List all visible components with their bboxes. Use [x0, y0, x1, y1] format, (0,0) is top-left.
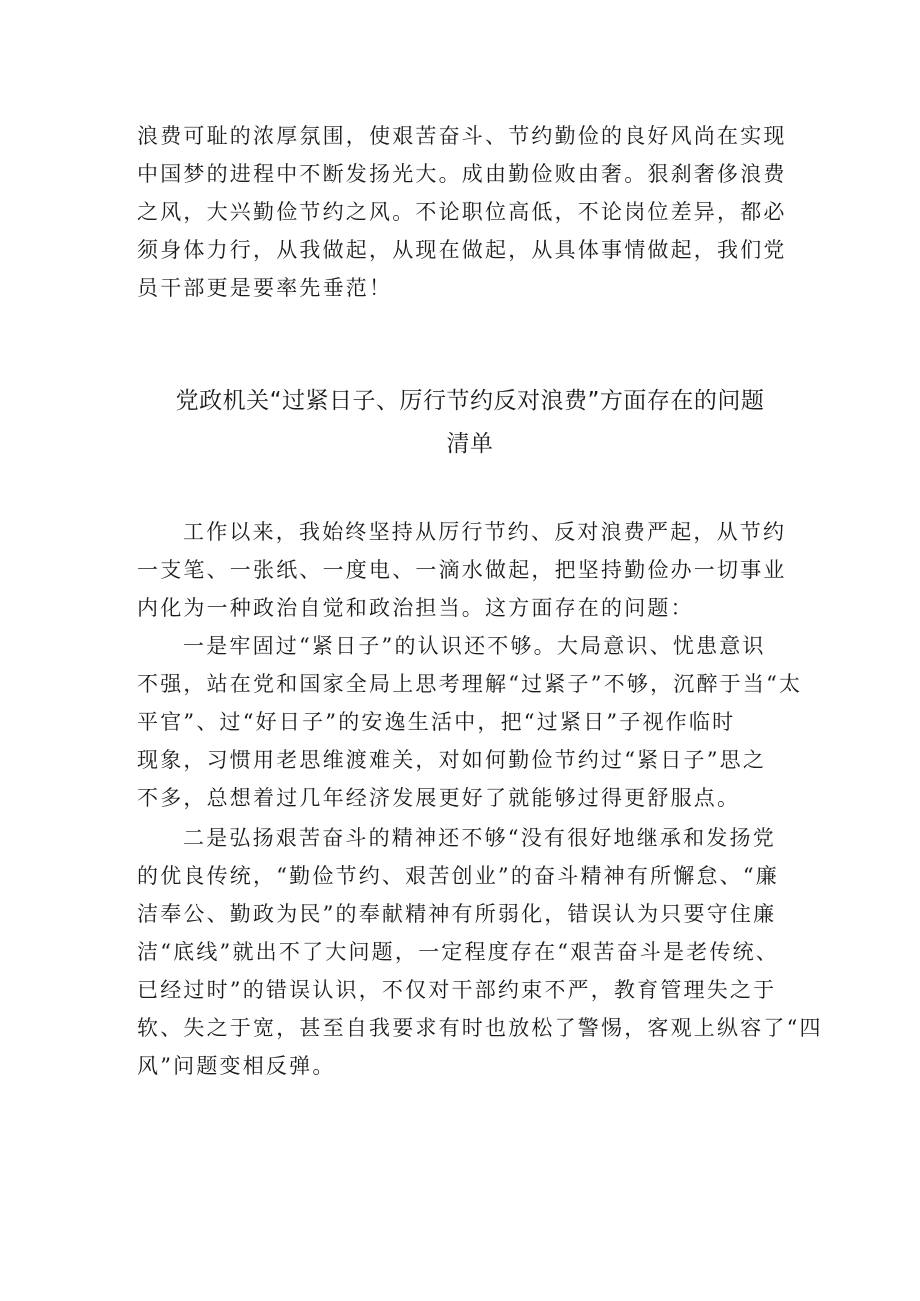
intro-line-3: 之风，大兴勤俭节约之风。不论职位高低，不论岗位差异，都必 [137, 200, 787, 224]
paragraph-3-line-5: 已经过时”的错误认识，不仅对干部约束不严，教育管理失之于 [137, 978, 777, 1002]
paragraph-2-line-3: 平官”、过“好日子”的安逸生活中，把“过紧日”子视作临时 [137, 710, 736, 734]
intro-line-2: 中国梦的进程中不断发扬光大。成由勤俭败由奢。狠刹奢侈浪费 [137, 162, 787, 186]
intro-line-1: 浪费可耻的浓厚氛围，使艰苦奋斗、节约勤俭的良好风尚在实现 [137, 124, 787, 148]
paragraph-2-line-5: 不多，总想着过几年经济发展更好了就能够过得更舒服点。 [137, 786, 741, 810]
paragraph-3-line-4: 洁“底线”就出不了大问题，一定程度存在“艰苦奋斗是老传统、 [137, 940, 780, 964]
section-title-line-2: 清单 [446, 431, 494, 457]
paragraph-3-line-6: 软、失之于宽，甚至自我要求有时也放松了警惕，客观上纵容了“四 [137, 1016, 823, 1040]
paragraph-2-line-2: 不强，站在党和国家全局上思考理解“过紧子”不够，沉醉于当“太 [137, 672, 803, 696]
paragraph-1-line-2: 一支笔、一张纸、一度电、一滴水做起，把坚持勤俭办一切事业 [137, 558, 787, 582]
paragraph-1-line-1: 工作以来，我始终坚持从厉行节约、反对浪费严起，从节约 [183, 520, 787, 544]
paragraph-2-line-1: 一是牢固过“紧日子”的认识还不够。大局意识、忧患意识 [183, 634, 766, 658]
paragraph-3-line-3: 洁奉公、勤政为民”的奉献精神有所弱化，错误认为只要守住廉 [137, 902, 777, 926]
section-title-line-1: 党政机关“过紧日子、厉行节约反对浪费”方面存在的问题 [175, 388, 765, 414]
paragraph-1-line-3: 内化为一种政治自觉和政治担当。这方面存在的问题： [137, 596, 694, 620]
paragraph-2-line-4: 现象，习惯用老思维渡难关，对如何勤俭节约过“紧日子”思之 [137, 748, 767, 772]
paragraph-3-line-2: 的优良传统，“勤俭节约、艰苦创业”的奋斗精神有所懈怠、“廉 [137, 864, 780, 888]
intro-line-4: 须身体力行，从我做起，从现在做起，从具体事情做起，我们党 [137, 238, 787, 262]
intro-line-5: 员干部更是要率先垂范！ [137, 276, 393, 300]
paragraph-3-line-7: 风”问题变相反弹。 [137, 1054, 336, 1078]
paragraph-3-line-1: 二是弘扬艰苦奋斗的精神还不够“没有很好地继承和发扬党 [183, 826, 776, 850]
